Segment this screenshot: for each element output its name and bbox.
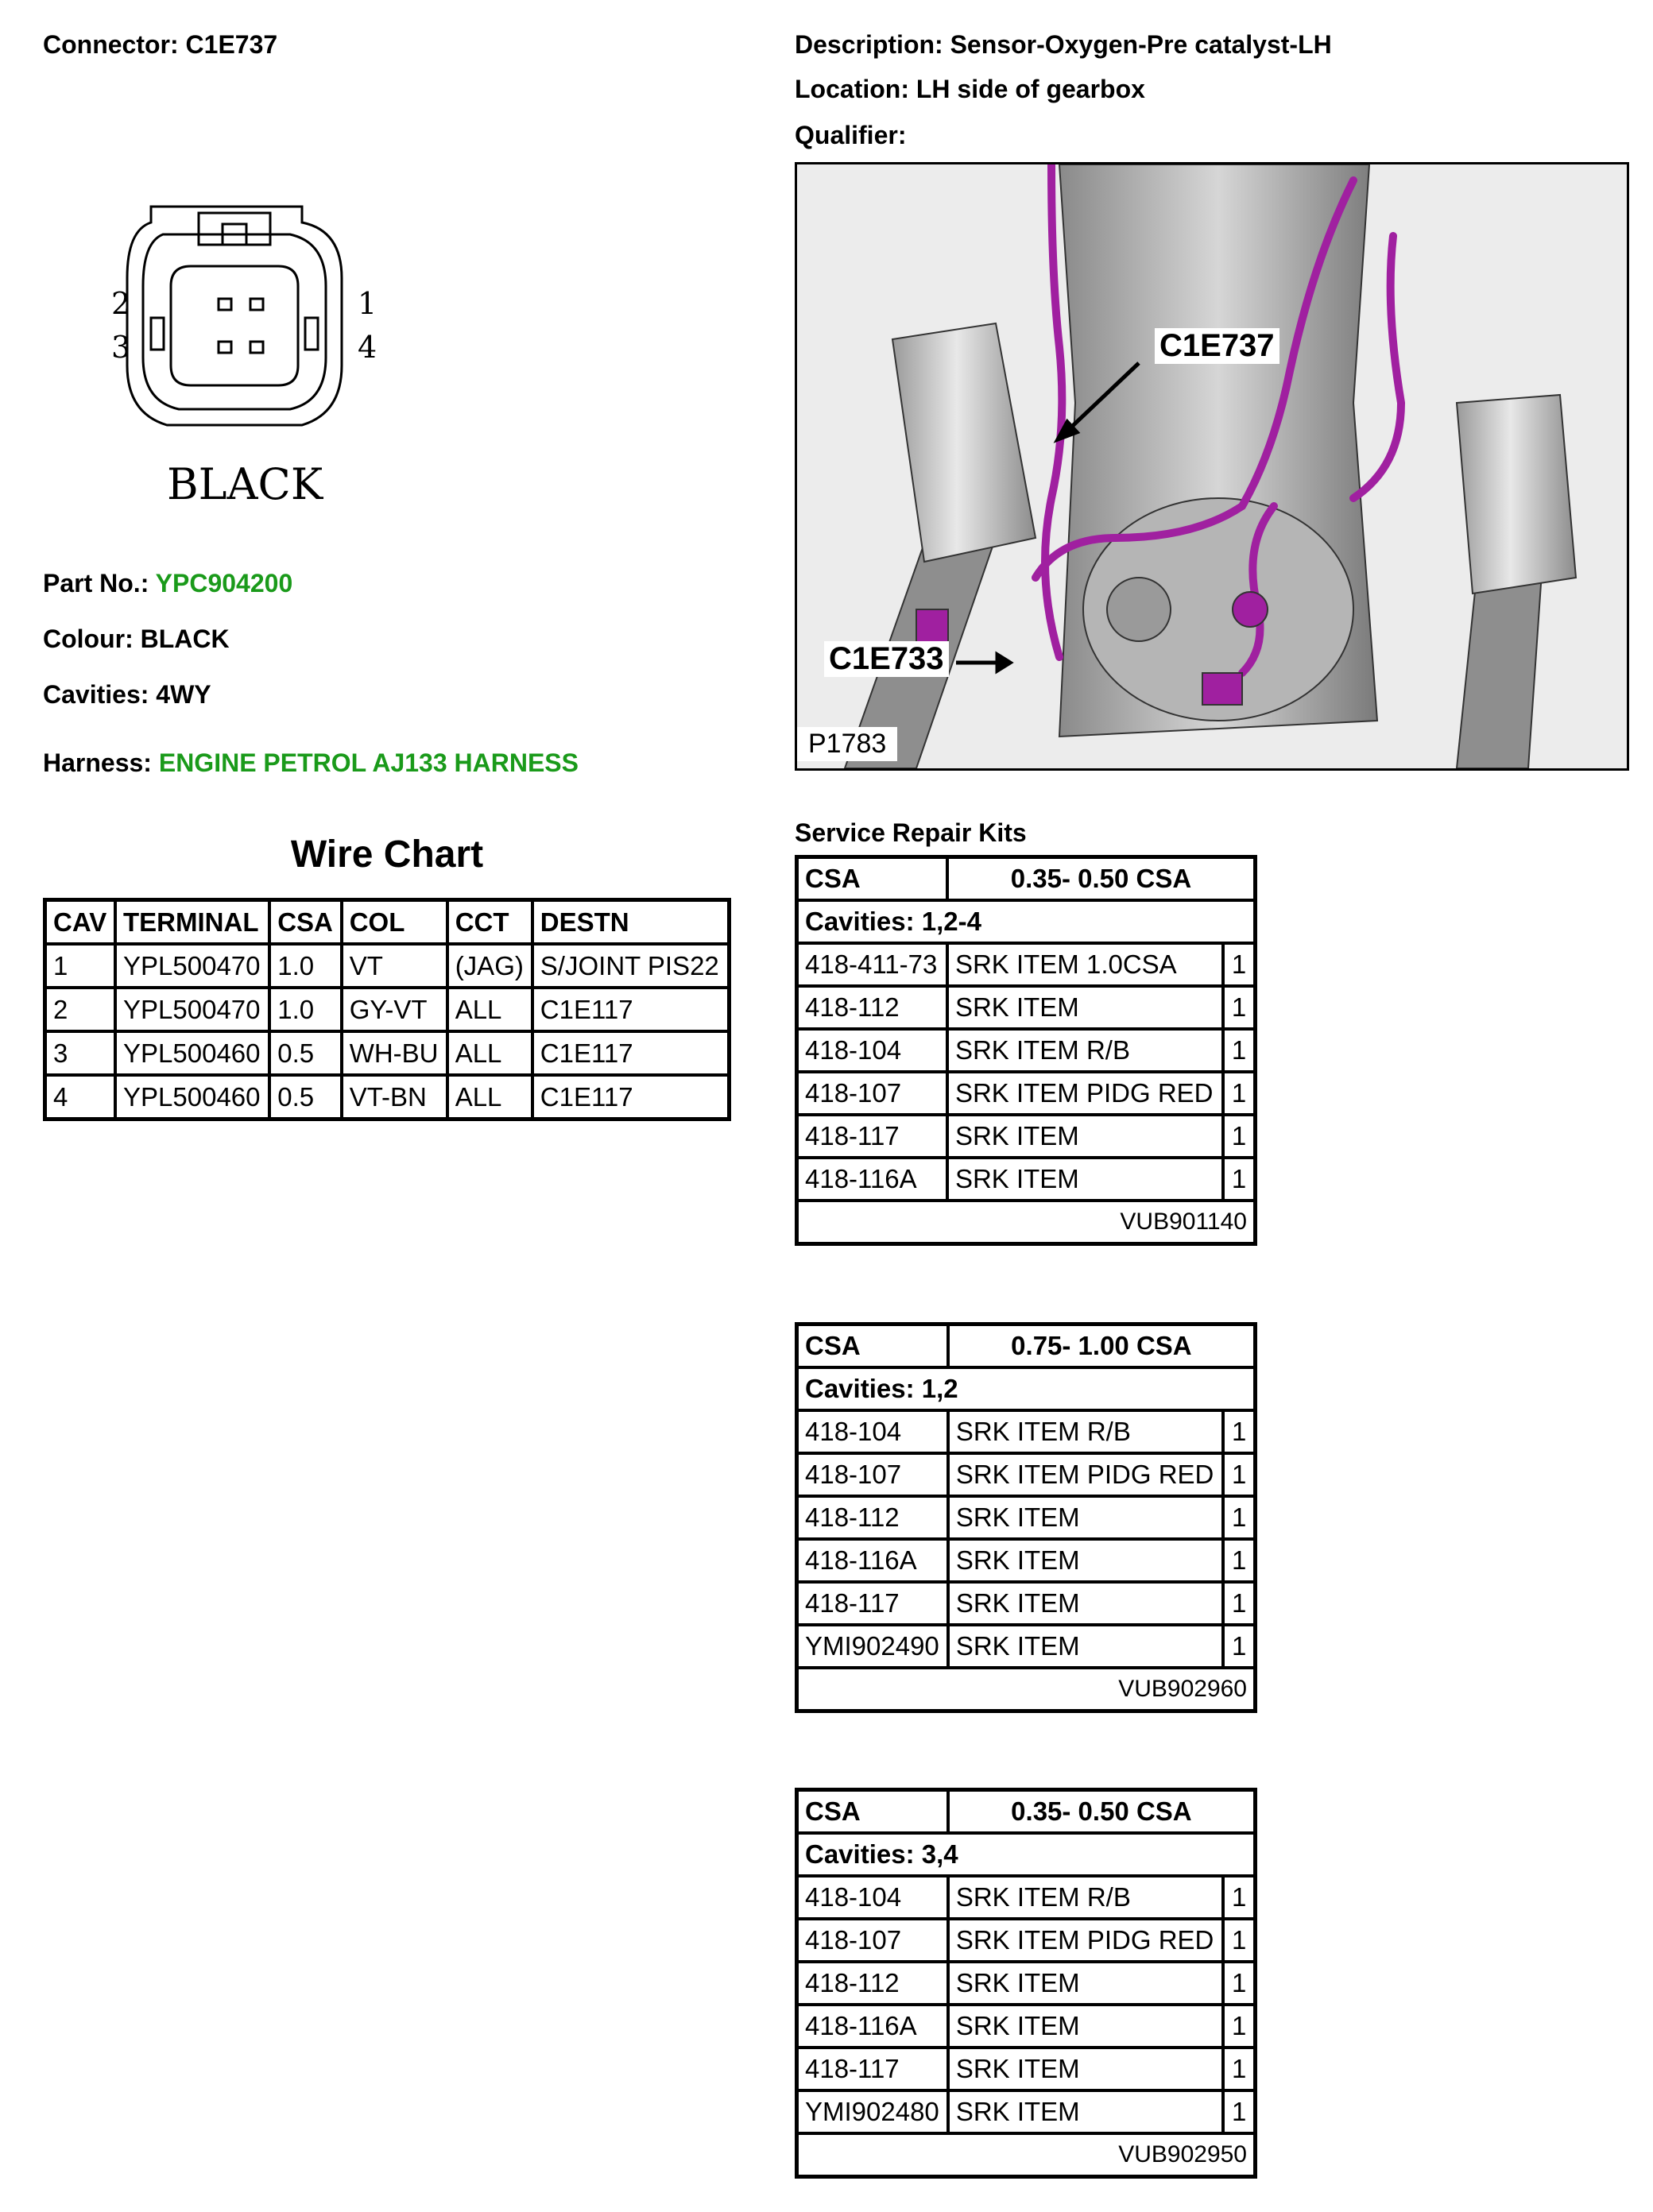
figure-id: P1783 (797, 727, 897, 761)
kit-item-description: SRK ITEM PIDG RED (947, 1072, 1223, 1115)
kit-item-description: SRK ITEM 1.0CSA (947, 943, 1223, 986)
pin-label-4: 4 (358, 330, 377, 365)
cell-col: WH-BU (342, 1031, 447, 1075)
wire-chart-row (45, 1031, 730, 1075)
kit-item-part-no: 418-116A (797, 2005, 948, 2048)
kit-item-qty: 1 (1223, 1496, 1255, 1539)
kit-item-description: SRK ITEM PIDG RED (948, 1919, 1223, 1962)
harness-label: Harness: (43, 748, 152, 777)
cavity-2 (219, 299, 231, 310)
side-key-left (151, 318, 164, 350)
kit-item-part-no: YMI902480 (797, 2090, 948, 2133)
kit-item-part-no: 418-104 (797, 1410, 948, 1453)
kit-item-qty: 1 (1223, 1453, 1255, 1496)
cell-csa: 1.0 (269, 988, 341, 1031)
kit-item-qty: 1 (1223, 1029, 1255, 1072)
cell-col: GY-VT (342, 988, 447, 1031)
wire-chart-table (43, 898, 731, 1121)
kit-item-part-no: 418-112 (797, 1962, 948, 2005)
service-kit-table (795, 1788, 1257, 2179)
kit-item-row (797, 2005, 1256, 2048)
kit-item-description: SRK ITEM (948, 2048, 1223, 2090)
kit-cavities-row (797, 900, 1256, 943)
kit-item-row (797, 1582, 1256, 1625)
pin-label-1: 1 (358, 286, 377, 321)
kit-item-description: SRK ITEM R/B (947, 1029, 1223, 1072)
kit-item-part-no: 418-117 (797, 1582, 948, 1625)
kit-item-part-no: 418-112 (797, 1496, 948, 1539)
cavity-1 (250, 299, 263, 310)
kit-item-row (797, 1962, 1256, 2005)
kit-item-row (797, 1919, 1256, 1962)
header-terminal: TERMINAL (115, 900, 269, 945)
location-line (795, 75, 1145, 104)
kit-item-part-no: 418-116A (797, 1158, 947, 1201)
kit-item-row (797, 1453, 1256, 1496)
service-kit-table (795, 855, 1257, 1246)
callout-c1e737: C1E737 (1155, 328, 1279, 364)
part-no-label: Part No.: (43, 569, 149, 597)
service-kits-title: Service Repair Kits (795, 818, 1027, 847)
kit-item-row (797, 1115, 1256, 1158)
kit-item-part-no: 418-112 (797, 986, 947, 1029)
location-photo (795, 162, 1629, 771)
kit-item-qty: 1 (1223, 1539, 1255, 1582)
harness-link[interactable]: ENGINE PETROL AJ133 HARNESS (158, 748, 579, 777)
cell-cct: (JAG) (447, 944, 532, 988)
cell-destn: C1E117 (532, 1075, 730, 1120)
kit-item-row (797, 1876, 1256, 1919)
harness-line (43, 748, 579, 778)
cell-terminal: YPL500470 (115, 944, 269, 988)
kit-number: VUB902950 (797, 2133, 1256, 2177)
header-csa: CSA (269, 900, 341, 945)
wire-chart-header-row (45, 900, 730, 945)
cell-destn: C1E117 (532, 1031, 730, 1075)
connector-cavity-frame (171, 266, 298, 385)
kit-item-description: SRK ITEM (948, 1582, 1223, 1625)
cell-csa: 0.5 (269, 1075, 341, 1120)
header-col: COL (342, 900, 447, 945)
description-value: Sensor-Oxygen-Pre catalyst-LH (950, 30, 1332, 59)
service-kit-table (795, 1322, 1257, 1713)
colour-line (43, 625, 230, 654)
kit-item-qty: 1 (1223, 2090, 1255, 2133)
kit-number: VUB901140 (797, 1201, 1256, 1244)
cell-col: VT-BN (342, 1075, 447, 1120)
side-key-right (305, 318, 318, 350)
wire-chart-title: Wire Chart (290, 833, 484, 876)
kit-item-row (797, 1496, 1256, 1539)
kit-item-row (797, 1158, 1256, 1201)
kit-cavities: Cavities: 1,2 (797, 1367, 1256, 1410)
kit-header-row (797, 1324, 1256, 1368)
kit-item-description: SRK ITEM R/B (948, 1876, 1223, 1919)
kit-number: VUB902960 (797, 1668, 1256, 1711)
cell-terminal: YPL500470 (115, 988, 269, 1031)
cell-cav: 3 (45, 1031, 116, 1075)
cell-terminal: YPL500460 (115, 1075, 269, 1120)
cavities-value: 4WY (156, 680, 211, 709)
kit-item-description: SRK ITEM (948, 1496, 1223, 1539)
description-line (795, 30, 1332, 60)
connector-line (43, 30, 277, 60)
kit-item-row (797, 943, 1256, 986)
connector-label: Connector: (43, 30, 179, 59)
cell-destn: S/JOINT PIS22 (532, 944, 730, 988)
kit-csa-label: CSA (797, 1324, 948, 1368)
cavity-3 (219, 342, 231, 353)
connector-face-diagram (95, 199, 397, 516)
kit-item-part-no: 418-104 (797, 1876, 948, 1919)
connector-outer-shell (127, 207, 342, 425)
kit-item-qty: 1 (1223, 1115, 1255, 1158)
kit-item-qty: 1 (1223, 1919, 1255, 1962)
kit-number-row (797, 2133, 1256, 2177)
kit-item-qty: 1 (1223, 2005, 1255, 2048)
kit-number-row (797, 1201, 1256, 1244)
kit-item-part-no: 418-117 (797, 1115, 947, 1158)
cell-cct: ALL (447, 1075, 532, 1120)
cavity-4 (250, 342, 263, 353)
kit-header-row (797, 857, 1256, 901)
kit-csa-value: 0.75- 1.00 CSA (948, 1324, 1256, 1368)
kit-item-part-no: 418-411-73 (797, 943, 947, 986)
cell-csa: 0.5 (269, 1031, 341, 1075)
kit-cavities-row (797, 1833, 1256, 1876)
colour-label: Colour: (43, 625, 134, 653)
kit-item-row (797, 1029, 1256, 1072)
kit-item-row (797, 1410, 1256, 1453)
kit-item-description: SRK ITEM (948, 2005, 1223, 2048)
qualifier-line (795, 121, 906, 150)
kit-item-part-no: 418-104 (797, 1029, 947, 1072)
wire-chart-row (45, 1075, 730, 1120)
kit-item-part-no: YMI902490 (797, 1625, 948, 1668)
kit-item-part-no: 418-107 (797, 1453, 948, 1496)
cell-csa: 1.0 (269, 944, 341, 988)
cell-cav: 1 (45, 944, 116, 988)
wire-chart-row (45, 944, 730, 988)
kit-csa-value: 0.35- 0.50 CSA (948, 1790, 1256, 1834)
kit-item-qty: 1 (1223, 1582, 1255, 1625)
kit-csa-value: 0.35- 0.50 CSA (947, 857, 1256, 901)
kit-item-description: SRK ITEM (948, 1539, 1223, 1582)
kit-item-part-no: 418-117 (797, 2048, 948, 2090)
kit-item-description: SRK ITEM PIDG RED (948, 1453, 1223, 1496)
part-no-link[interactable]: YPC904200 (155, 569, 293, 597)
kit-cavities-row (797, 1367, 1256, 1410)
kit-item-row (797, 2090, 1256, 2133)
header-cav: CAV (45, 900, 116, 945)
kit-item-row (797, 1072, 1256, 1115)
kit-item-qty: 1 (1223, 1158, 1255, 1201)
kit-cavities: Cavities: 3,4 (797, 1833, 1256, 1876)
kit-item-part-no: 418-107 (797, 1072, 947, 1115)
kit-item-row (797, 1625, 1256, 1668)
kit-item-description: SRK ITEM (948, 1962, 1223, 2005)
kit-item-qty: 1 (1223, 1410, 1255, 1453)
kit-item-description: SRK ITEM (947, 1115, 1223, 1158)
kit-item-part-no: 418-107 (797, 1919, 948, 1962)
cavities-label: Cavities: (43, 680, 149, 709)
cell-cct: ALL (447, 1031, 532, 1075)
location-value: LH side of gearbox (916, 75, 1145, 103)
header-destn: DESTN (532, 900, 730, 945)
kit-item-qty: 1 (1223, 1072, 1255, 1115)
cell-cct: ALL (447, 988, 532, 1031)
description-label: Description: (795, 30, 943, 59)
cavities-line (43, 680, 211, 710)
cell-destn: C1E117 (532, 988, 730, 1031)
kit-item-description: SRK ITEM (948, 1625, 1223, 1668)
kit-item-qty: 1 (1223, 943, 1255, 986)
connector-id: C1E737 (185, 30, 278, 59)
kit-number-row (797, 1668, 1256, 1711)
cell-terminal: YPL500460 (115, 1031, 269, 1075)
callout-c1e733: C1E733 (824, 641, 949, 677)
cell-col: VT (342, 944, 447, 988)
connector-latch (199, 213, 270, 245)
location-label: Location: (795, 75, 909, 103)
kit-header-row (797, 1790, 1256, 1834)
kit-item-qty: 1 (1223, 1876, 1255, 1919)
kit-item-description: SRK ITEM (947, 986, 1223, 1029)
cell-cav: 4 (45, 1075, 116, 1120)
kit-item-description: SRK ITEM (948, 2090, 1223, 2133)
kit-csa-label: CSA (797, 1790, 948, 1834)
kit-item-qty: 1 (1223, 986, 1255, 1029)
face-colour-label: BLACK (167, 459, 323, 509)
cell-cav: 2 (45, 988, 116, 1031)
qualifier-label: Qualifier: (795, 121, 907, 149)
wire-chart-row (45, 988, 730, 1031)
kit-csa-label: CSA (797, 857, 947, 901)
kit-item-part-no: 418-116A (797, 1539, 948, 1582)
kit-item-row (797, 1539, 1256, 1582)
kit-item-description: SRK ITEM R/B (948, 1410, 1223, 1453)
part-no-line (43, 569, 292, 598)
kit-item-qty: 1 (1223, 2048, 1255, 2090)
pin-label-2: 2 (111, 286, 131, 321)
kit-item-row (797, 986, 1256, 1029)
kit-cavities: Cavities: 1,2-4 (797, 900, 1256, 943)
kit-item-row (797, 2048, 1256, 2090)
gearbox-illustration (797, 164, 1627, 768)
kit-item-qty: 1 (1223, 1625, 1255, 1668)
pin-label-3: 3 (111, 330, 131, 365)
colour-value: BLACK (140, 625, 230, 653)
header-cct: CCT (447, 900, 532, 945)
kit-item-description: SRK ITEM (947, 1158, 1223, 1201)
kit-item-qty: 1 (1223, 1962, 1255, 2005)
